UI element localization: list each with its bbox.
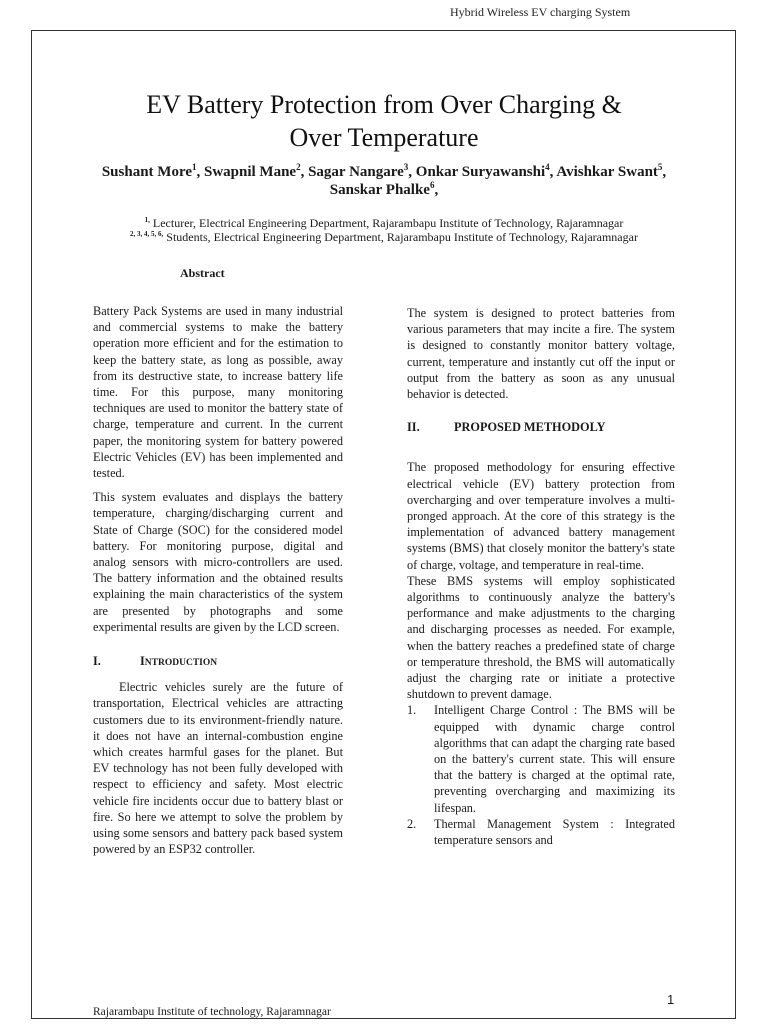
author: Sushant More$^1$,: [101, 162, 204, 180]
affiliations: [60, 216, 708, 244]
section-number: I.: [93, 654, 101, 669]
running-header: Hybrid Wireless EV charging System: [450, 5, 631, 19]
methodology-paragraph: The proposed methodology for ensuring effective electrical vehicle (EV) battery protection from overcharging and over temperature involves a multi-pronged approach. At the core of this strategy is the implementation of advanced battery management systems (BMS) that closely monitor the battery's state of charge, voltage, and temperature in real-time.: [407, 460, 675, 572]
list-number: 1.: [407, 703, 417, 718]
paper-title: [60, 88, 708, 154]
methodology-list: [407, 702, 675, 848]
section-title: INTRODUCTION: [140, 654, 218, 669]
section-number: II.: [407, 420, 420, 435]
footer-institution: Rajarambapu Institute of technology, Rajaramnagar: [93, 1006, 331, 1018]
paper-title-line-1: EV Battery Protection from Over Charging &: [146, 90, 622, 119]
section-heading-methodology: [407, 419, 675, 435]
section-title: PROPOSED METHODOLY: [454, 420, 606, 435]
author-list: [80, 163, 688, 199]
abstract-paragraph: Battery Pack Systems are used in many industrial and commercial systems to make the battery operation more efficient and for the estimation to keep the battery state, as long as possible, away from its destructive state, to increase battery life time. For this purpose, many monitoring techniques are used to monitor the battery state of charge, temperature and current. In the current paper, the monitoring system for battery powered Electric Vehicles (EV) has been implemented and tested.: [93, 304, 343, 481]
introduction-paragraph: Electric vehicles surely are the future of transportation, Electrical vehicles are attracting customers due to its environment-friendly nature. it does not have an internal-combustion engine which creates harmful gases for the planet. But EV technology has not been fully developed with respect to efficiency and safety. Most electric vehicle fire incidents occur due to battery blast or fire. So here we attempt to solve the problem by using some sensors and battery pack based system powered by an ESP32 controller.: [93, 680, 343, 857]
right-column: [407, 305, 675, 848]
left-column: [93, 303, 343, 858]
system-intro-paragraph: The system is designed to protect batteries from various parameters that may incite a fire. The system is designed to constantly monitor battery voltage, current, temperature and instantly cut off the input or output from the battery as soon as any unusual behavior is detected.: [407, 306, 675, 402]
abstract-heading: Abstract: [180, 266, 225, 280]
affiliation: $^{2, 3, 4, 5, 6,}$ Students, Electrical Engineering Department, Rajarambapu Institute of Technology, Rajaramnagar: [130, 230, 638, 244]
section-heading-introduction: [93, 653, 343, 671]
page-number: 1: [667, 992, 675, 1007]
author: Onkar Suryawanshi$^4$,: [415, 162, 557, 180]
author: Avishkar Swant$^5$,: [556, 162, 667, 180]
list-text: Thermal Management System : Integrated temperature sensors and: [434, 816, 675, 848]
list-item: [407, 702, 675, 815]
author: Swapnil Mane$^2$,: [203, 162, 309, 180]
methodology-paragraph: These BMS systems will employ sophisticated algorithms to continuously analyze the battery's performance and make adjustments to the charging and discharging processes as needed. For example, when the battery reaches a predefined state of charge or temperature threshold, the BMS will automatically adjust the charging rate or initiate a protective shutdown to prevent damage.: [407, 573, 675, 702]
list-item: [407, 816, 675, 848]
paper-title-line-2: Over Temperature: [289, 123, 479, 152]
affiliation: $^{1,}$ Lecturer, Electrical Engineering Department, Rajarambapu Institute of Technology, Rajaramnagar: [144, 216, 624, 230]
author: Sagar Nangare$^3$,: [308, 162, 416, 180]
abstract-paragraph: This system evaluates and displays the battery temperature, charging/discharging current and State of Charge (SOC) for the considered model battery. For monitoring purpose, digital and analog sensors with micro-controllers are used. The battery information and the obtained results explaining the main characteristics of the system are presented by photographs and some experimental results are given by the LCD screen.: [93, 490, 343, 634]
author: Sanskar Phalke$^6$,: [329, 180, 439, 198]
list-text: Intelligent Charge Control : The BMS will be equipped with dynamic charge control algorithms that can adapt the charging rate based on the battery's current state. This will ensure that the battery is charged at the optimal rate, preventing overcharging and maximizing its lifespan.: [434, 703, 675, 815]
list-number: 2.: [407, 816, 417, 831]
